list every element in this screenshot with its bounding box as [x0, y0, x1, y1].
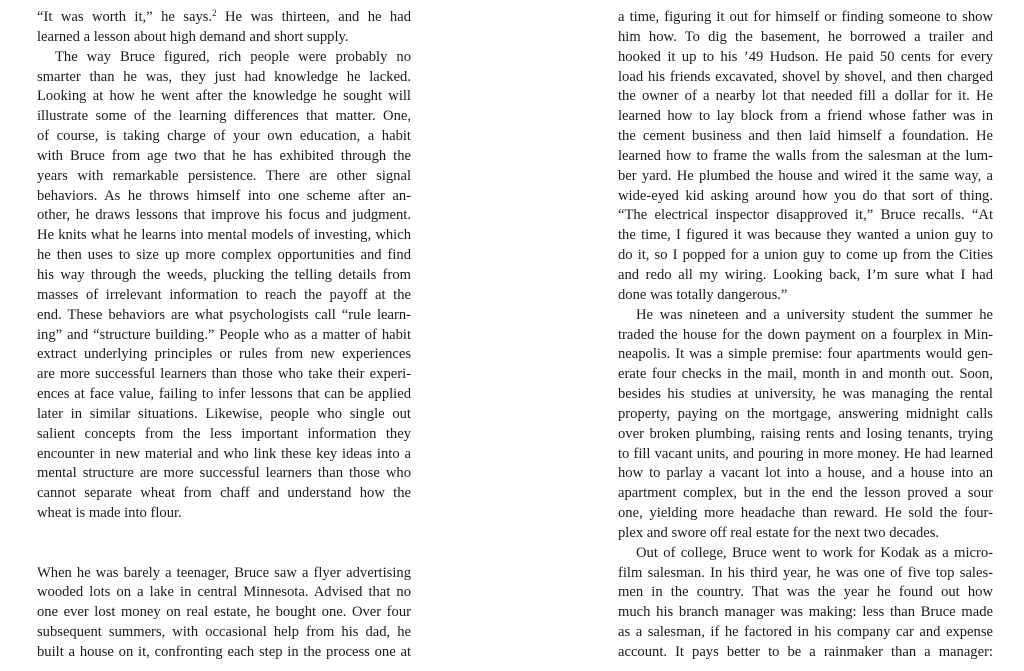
text-line: his way through the weeds, plucking the telling details from — [37, 266, 411, 283]
text-line: done was totally dangerous.” — [618, 286, 788, 303]
text-line: wide-eyed kid asking around how you do that sort of thing. — [618, 187, 993, 204]
text-line: other, he draws lessons that improve his focus and judgment. — [37, 207, 411, 224]
text-line: masses of irrelevant information to reach the payoff at the — [37, 286, 411, 303]
text-line: end. These behaviors are what psychologists call “rule learn- — [37, 306, 411, 323]
text-line: illustrate some of the learning differences that matter. One, — [37, 108, 411, 125]
text-line: The way Bruce figured, rich people were probably no — [55, 48, 411, 65]
text-line: He knits what he learns into mental models of investing, which — [37, 227, 411, 244]
text-line: as a salesman, if he factored in his company car and expense — [618, 624, 993, 641]
text-line: ing” and “structure building.” People who as a matter of habit — [37, 326, 411, 343]
text-line: later in similar situations. Likewise, people who single out — [37, 405, 411, 422]
text-line: “The electrical inspector disapproved it,” Bruce recalls. “At — [618, 207, 993, 224]
paragraph — [618, 8, 993, 306]
text-line: He was nineteen and a university student the summer he — [636, 306, 993, 323]
text-line: learned a lesson about high demand and short supply. — [37, 28, 349, 45]
text-line: one ever lost money on real estate, he bought one. Over four — [37, 604, 411, 621]
text-line: traded the house for the down payment on a fourplex in Min- — [618, 326, 993, 343]
text-line: much his branch manager was making: less than Bruce made — [618, 604, 993, 621]
text-line: hooked it up to his ’49 Hudson. He paid 50 cents for every — [618, 48, 993, 65]
text-line: Looking at how he went after the knowledge he sought will — [37, 88, 411, 105]
text-fragment: “It was worth it,” he says. — [37, 9, 213, 25]
text-line: built a house on it, confronting each step in the process one at — [37, 644, 411, 660]
text-line: smarter than he was, they just had knowledge he lacked. — [37, 68, 411, 85]
text-line: apartment complex, but in the end the lesson proved a sour — [618, 485, 993, 502]
text-line: When he was barely a teenager, Bruce saw a flyer advertising — [37, 564, 411, 581]
text-line: do it, so I popped for a union guy to come up from the Cities — [618, 247, 993, 264]
text-line: a time, figuring it out for himself or finding someone to show — [618, 9, 993, 25]
text-line: besides his studies at university, he was managing the rental — [618, 386, 993, 403]
paragraph — [37, 8, 411, 48]
text-line: and redo all my wiring. Looking back, I’m sure what I had — [618, 266, 993, 283]
text-line: learned how to lay block from a friend whose father was in — [618, 108, 993, 125]
text-line: learned how to frame the walls from the salesman at the lum- — [618, 147, 993, 164]
footnote-marker[interactable]: 2 — [212, 8, 217, 18]
text-line: encounter in new material and who link these key ideas into a — [37, 445, 411, 462]
text-line — [37, 8, 411, 28]
text-line: salient concepts from the less important information they — [37, 425, 411, 442]
text-line: the time, I figured it was because they wanted a union guy to — [618, 227, 993, 244]
paragraph — [37, 48, 411, 524]
text-line: the cement business and then laid himself a foundation. He — [618, 128, 993, 145]
text-line: him how. To dig the basement, he borrowed a trailer and — [618, 28, 993, 45]
text-line: ber yard. He plumbed the house and wired it the same way, a — [618, 167, 993, 184]
text-line: film salesman. In his third year, he was one of five top sales- — [618, 564, 993, 581]
text-line: wheat is made into flour. — [37, 505, 182, 522]
text-line: neapolis. It was a simple premise: four apartments would gen- — [618, 346, 993, 363]
text-line: the owner of a nearby lot that needed fill a dollar for it. He — [618, 88, 993, 105]
text-line: are more successful learners than those who take their experi- — [37, 366, 411, 383]
text-line: over broken plumbing, raising rents and losing tenants, trying — [618, 425, 993, 442]
text-line: ences at face value, failing to infer lessons that can be applied — [37, 386, 411, 403]
text-line: to fill vacant units, and pouring in more money. He had learned — [618, 445, 993, 462]
text-line: subsequent summers, with occasional help from his dad, he — [37, 624, 411, 641]
text-line: account. It pays better to be a rainmaker than a manager: — [618, 644, 993, 660]
text-line: men in the country. That was the year he found out how — [618, 584, 993, 601]
text-line: erate four checks in the mail, month in and month out. Soon, — [618, 366, 993, 383]
right-column — [618, 8, 993, 663]
text-line: of course, is taking charge of your own education, a habit — [37, 128, 411, 145]
text-line: one, yielding more headache than reward. He sold the four- — [618, 505, 993, 522]
text-fragment: He was thirteen, and he had — [216, 9, 411, 25]
text-line: he then uses to size up more complex opportunities and find — [37, 247, 411, 264]
text-line: extract underlying principles or rules from new experiences — [37, 346, 411, 363]
text-line: behaviors. As he throws himself into one scheme after an- — [37, 187, 411, 204]
left-column — [37, 8, 411, 663]
text-line: with Bruce from age two that he has exhibited through the — [37, 147, 411, 164]
section-break — [37, 524, 411, 564]
text-line: property, paying on the mortgage, answering midnight calls — [618, 405, 993, 422]
text-line: plex and swore off real estate for the next two decades. — [618, 524, 940, 541]
paragraph — [618, 306, 993, 544]
text-line: load his friends excavated, shovel by shovel, and then charged — [618, 68, 993, 85]
paragraph — [618, 544, 993, 663]
paragraph — [37, 564, 411, 663]
text-line: cannot separate wheat from chaff and understand how the — [37, 485, 411, 502]
text-line: wooded lots on a lake in central Minnesota. Advised that no — [37, 584, 411, 601]
text-line: years with remarkable persistence. There are other signal — [37, 167, 411, 184]
text-line: how to parlay a vacant lot into a house, and a house into an — [618, 465, 993, 482]
text-line: Out of college, Bruce went to work for Kodak as a micro- — [636, 544, 993, 561]
text-line: mental structure are more successful learners than those who — [37, 465, 411, 482]
